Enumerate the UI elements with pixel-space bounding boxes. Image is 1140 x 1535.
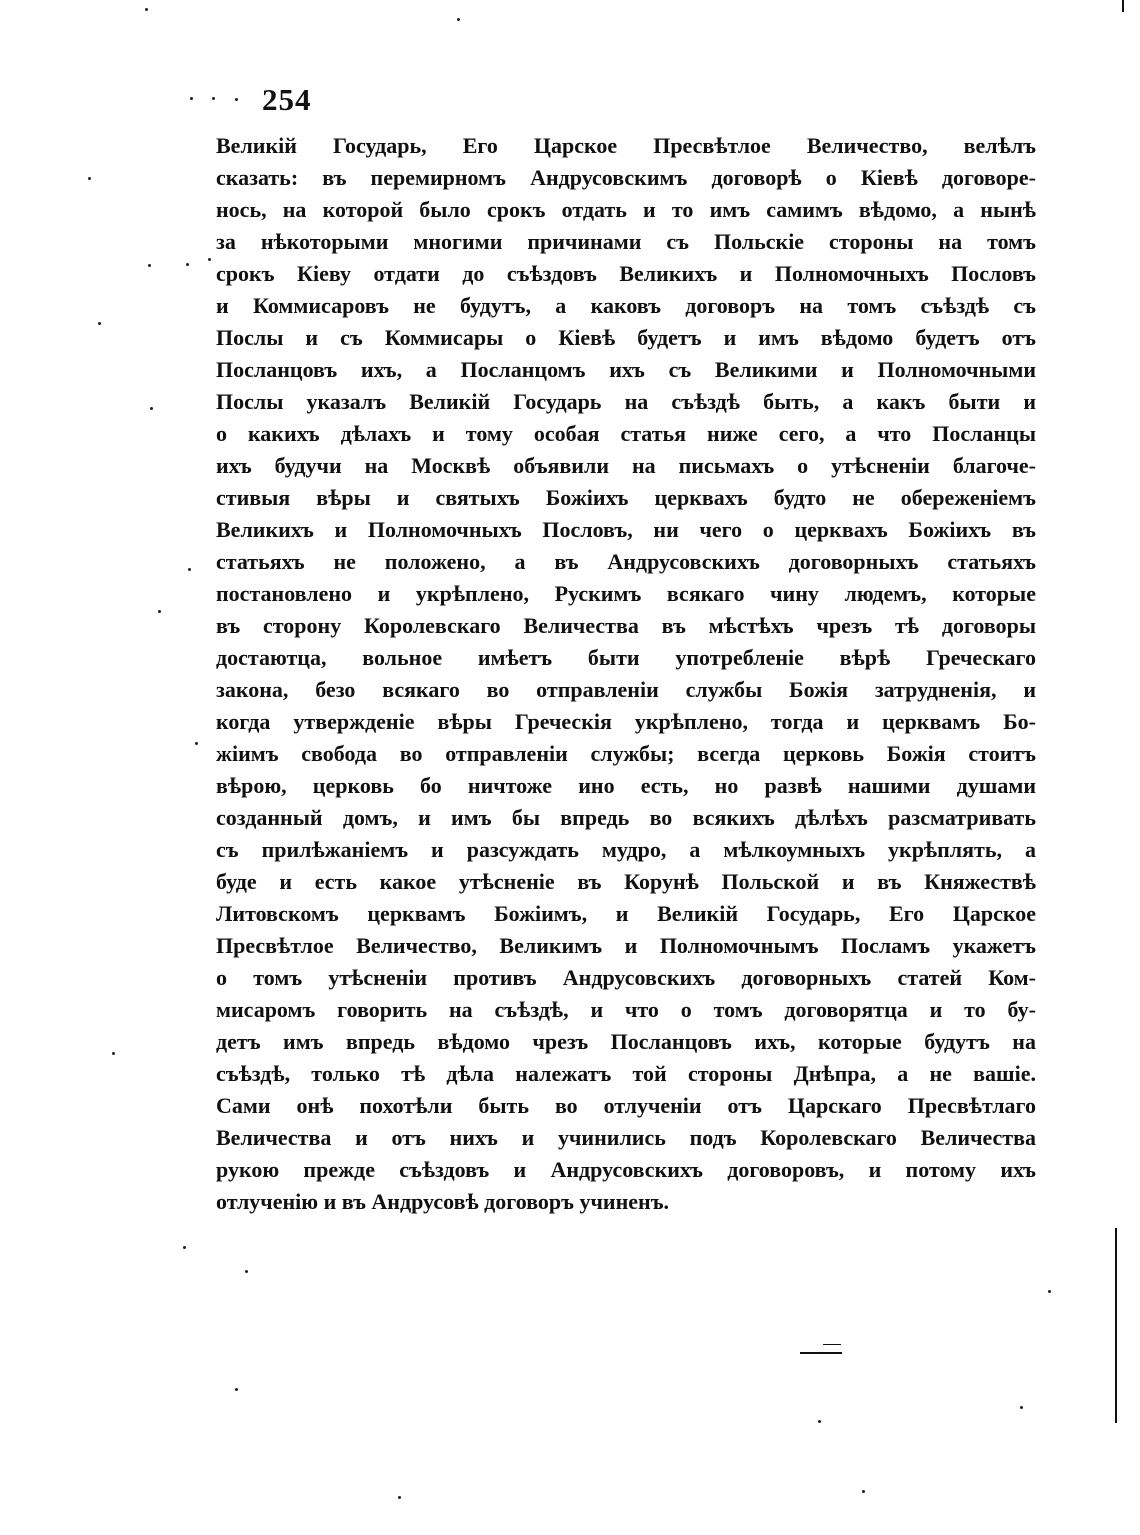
scan-mark bbox=[800, 1352, 842, 1354]
scan-speck bbox=[1020, 1406, 1023, 1409]
text-line: Послы и съ Коммисары о Кіевѣ будетъ и имъ вѣдомо будетъ отъ bbox=[216, 325, 1036, 350]
text-line: въ сторону Королевскаго Величества въ мѣстѣхъ чрезъ тѣ договоры bbox=[216, 613, 1036, 638]
scan-speck bbox=[235, 1388, 238, 1391]
text-line: Величества и отъ нихъ и учинились подъ Королевскаго Величества bbox=[216, 1125, 1036, 1150]
body-text bbox=[216, 130, 1036, 1218]
scan-speck bbox=[1048, 1290, 1051, 1293]
text-line: срокъ Кіеву отдати до съѣздовъ Великихъ и Полномочныхъ Пословъ bbox=[216, 261, 1036, 286]
scan-speck bbox=[98, 322, 101, 325]
scan-speck bbox=[183, 1246, 186, 1249]
scan-speck bbox=[212, 97, 215, 100]
text-line: съѣздѣ, только тѣ дѣла належатъ той стороны Днѣпра, а не вашіе. bbox=[216, 1061, 1036, 1086]
scan-speck bbox=[150, 407, 153, 410]
scan-speck bbox=[457, 18, 460, 21]
text-line: о какихъ дѣлахъ и тому особая статья ниже сего, а что Посланцы bbox=[216, 421, 1036, 446]
scan-speck bbox=[186, 263, 189, 266]
text-line: постановлено и укрѣплено, Рускимъ всякаго чину людемъ, которые bbox=[216, 581, 1036, 606]
text-line: и Коммисаровъ не будутъ, а каковъ договоръ на томъ съѣздѣ съ bbox=[216, 293, 1036, 318]
scan-speck bbox=[158, 610, 161, 613]
text-line: вѣрою, церковь бо ничтоже ино есть, но развѣ нашими душами bbox=[216, 773, 1036, 798]
text-line: созданный домъ, и имъ бы впредь во всякихъ дѣлѣхъ разсматривать bbox=[216, 805, 1036, 830]
scan-speck bbox=[245, 1270, 248, 1273]
page-number: 254 bbox=[262, 82, 312, 117]
scan-speck bbox=[88, 177, 91, 180]
scan-edge-line bbox=[1115, 1228, 1117, 1423]
text-line: закона, безо всякаго во отправленіи службы Божія затрудненія, и bbox=[216, 677, 1036, 702]
text-line: отлученію и въ Андрусовѣ договоръ учиненъ. bbox=[216, 1189, 670, 1214]
text-line: мисаромъ говорить на съѣздѣ, и что о томъ договорятца и то бу- bbox=[216, 997, 1036, 1022]
scan-edge-line bbox=[1122, 0, 1124, 12]
text-line: Великихъ и Полномочныхъ Пословъ, ни чего о церквахъ Божіихъ въ bbox=[216, 517, 1036, 542]
scan-speck bbox=[818, 1420, 821, 1423]
text-line: Посланцовъ ихъ, а Посланцомъ ихъ съ Великими и Полномочными bbox=[216, 357, 1036, 382]
text-line: детъ имъ впредь вѣдомо чрезъ Посланцовъ ихъ, которые будутъ на bbox=[216, 1029, 1036, 1054]
text-line: Литовскомъ церквамъ Божіимъ, и Великій Государь, Его Царское bbox=[216, 901, 1036, 926]
text-line: жіимъ свобода во отправленіи службы; всегда церковь Божія стоитъ bbox=[216, 741, 1036, 766]
scan-speck bbox=[195, 742, 198, 745]
text-line: стивыя вѣры и святыхъ Божіихъ церквахъ будто не обереженіемъ bbox=[216, 485, 1036, 510]
text-line: Послы указалъ Великій Государь на съѣздѣ быть, а какъ быти и bbox=[216, 389, 1036, 414]
text-line: Великій Государь, Его Царское Пресвѣтлое Величество, велѣлъ bbox=[216, 133, 1036, 158]
text-line: за нѣкоторыми многими причинами съ Польскіе стороны на томъ bbox=[216, 229, 1036, 254]
text-line: когда утвержденіе вѣры Греческія укрѣплено, тогда и церквамъ Бо- bbox=[216, 709, 1036, 734]
scan-speck bbox=[148, 264, 151, 267]
text-line: ихъ будучи на Москвѣ объявили на письмахъ о утѣсненіи благоче- bbox=[216, 453, 1036, 478]
scan-speck bbox=[112, 1052, 115, 1055]
scan-speck bbox=[145, 8, 148, 11]
scan-speck bbox=[235, 98, 238, 101]
text-line: съ прилѣжаніемъ и разсуждать мудро, а мѣлкоумныхъ укрѣплять, а bbox=[216, 837, 1036, 862]
text-line: рукою прежде съѣздовъ и Андрусовскихъ договоровъ, и потому ихъ bbox=[216, 1157, 1036, 1182]
scan-speck bbox=[862, 1490, 865, 1493]
scan-speck bbox=[190, 97, 193, 100]
text-line: нось, на которой было срокъ отдать и то имъ самимъ вѣдомо, а нынѣ bbox=[216, 197, 1036, 222]
text-line: достаютца, вольное имѣетъ быти употребленіе вѣрѣ Греческаго bbox=[216, 645, 1036, 670]
scan-speck bbox=[188, 568, 191, 571]
scan-speck bbox=[398, 1496, 401, 1499]
text-line: о томъ утѣсненіи противъ Андрусовскихъ договорныхъ статей Ком- bbox=[216, 965, 1036, 990]
scan-speck bbox=[208, 258, 211, 261]
text-line: статьяхъ не положено, а въ Андрусовскихъ договорныхъ статьяхъ bbox=[216, 549, 1036, 574]
text-line: Пресвѣтлое Величество, Великимъ и Полномочнымъ Посламъ укажетъ bbox=[216, 933, 1036, 958]
scan-mark bbox=[823, 1344, 841, 1345]
text-line: буде и есть какое утѣсненіе въ Корунѣ Польской и въ Княжествѣ bbox=[216, 869, 1036, 894]
text-line: Сами онѣ похотѣли быть во отлученіи отъ Царскаго Пресвѣтлаго bbox=[216, 1093, 1036, 1118]
text-line: сказать: въ перемирномъ Андрусовскимъ договорѣ о Кіевѣ договоре- bbox=[216, 165, 1036, 190]
